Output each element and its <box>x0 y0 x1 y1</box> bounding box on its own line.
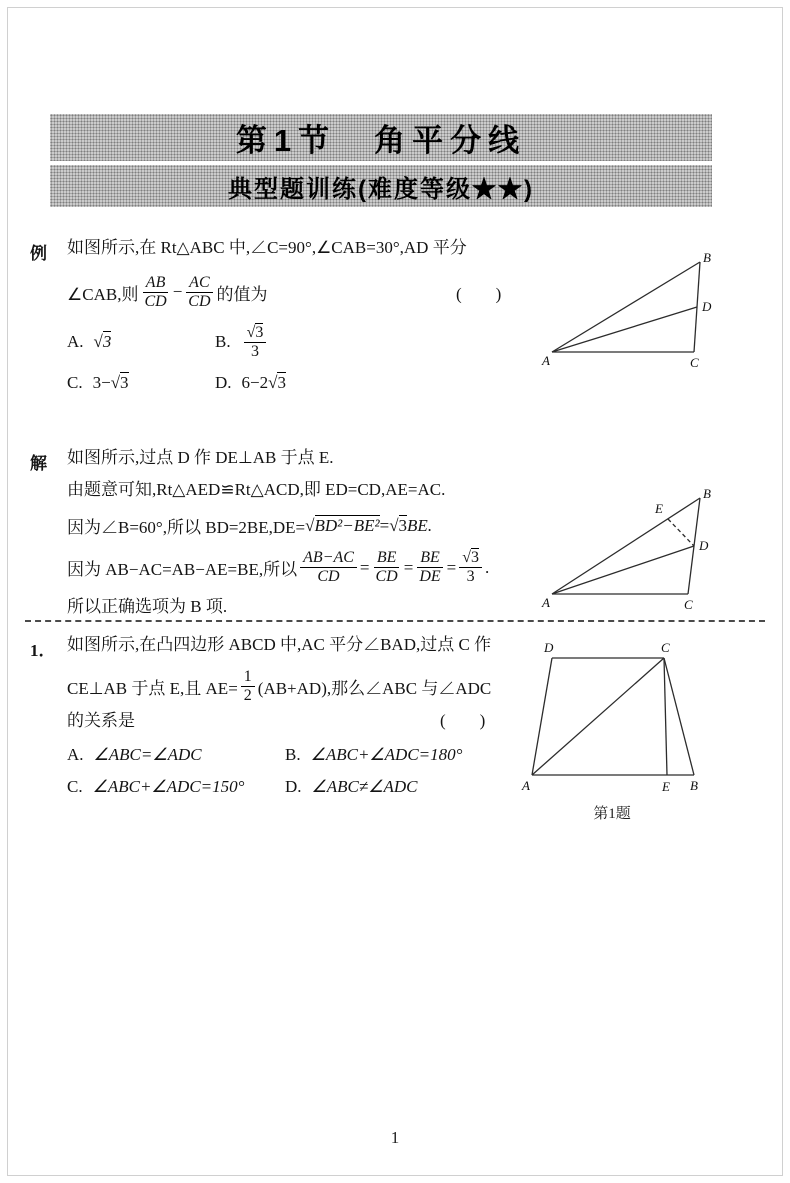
section-divider <box>25 620 765 622</box>
point-label-e: E <box>662 779 670 794</box>
point-label-c: C <box>690 355 699 369</box>
solution-content <box>67 448 550 617</box>
sqrt-3-icon <box>247 323 264 341</box>
example-line2-pre: ∠CAB,则 <box>67 284 139 304</box>
fraction-1-2 <box>241 668 255 706</box>
solution-block <box>30 448 550 629</box>
problem-1-options-row2 <box>67 776 530 798</box>
example-option-d-label: D. <box>215 373 232 393</box>
fraction-abac-cd <box>300 549 357 587</box>
example-options-row2 <box>67 372 550 394</box>
problem-1-line1: 如图所示,在凸四边形 ABCD 中,AC 平分∠BAD,过点 C 作 <box>67 635 492 654</box>
problem-1-figure <box>512 642 712 823</box>
fraction-abac-cd-num: AB−AC <box>300 549 357 568</box>
solution-line2: 由题意可知,Rt△AED≌Rt△ACD,即 ED=CD,AE=AC. <box>67 480 446 500</box>
minus-sign: − <box>172 282 183 302</box>
sqrt-3-icon <box>462 548 479 566</box>
equals-sign: = <box>359 557 370 577</box>
problem-1-option-b-label: B. <box>285 744 301 764</box>
problem-1 <box>30 635 530 808</box>
point-label-b: B <box>703 486 711 501</box>
solution-line4-pre: 因为 AB−AC=AB−AE=BE,所以 <box>67 560 298 580</box>
fraction-be-de-num: BE <box>417 549 443 568</box>
training-subtitle-banner <box>50 165 712 207</box>
problem-1-option-c-label: C. <box>67 776 83 796</box>
example-option-a <box>67 332 215 352</box>
segment-ab <box>552 262 700 352</box>
example-figure <box>540 247 718 369</box>
problem-1-option-b-text: ∠ABC+∠ADC=180° <box>310 744 463 764</box>
example-option-d <box>215 373 286 393</box>
fraction-sqrt3-3-solution-num <box>459 549 482 568</box>
segment-de-dashed <box>668 519 694 546</box>
example-option-c-label: C. <box>67 373 83 393</box>
solution-figure <box>540 482 718 610</box>
sqrt-3-option-d <box>268 373 286 393</box>
radicand: 3 <box>471 548 480 566</box>
fraction-ab-cd-den: CD <box>144 292 167 310</box>
solution-line4 <box>67 545 550 591</box>
point-label-d: D <box>702 299 712 314</box>
solution-line5: 所以正确选项为 B 项. <box>67 596 228 616</box>
fraction-ac-cd-num: AC <box>186 274 212 293</box>
solution-figure-svg <box>540 482 718 610</box>
fraction-ab-cd-num: AB <box>143 274 169 293</box>
example-line2-post: 的值为 <box>216 284 268 304</box>
fraction-1-2-den: 2 <box>243 686 252 704</box>
problem-1-number: 1． <box>30 641 56 660</box>
section-title-banner <box>50 114 712 161</box>
point-label-a: A <box>522 778 530 793</box>
point-label-e: E <box>655 501 663 516</box>
radicand: 3 <box>277 373 286 393</box>
problem-1-option-b <box>285 745 462 765</box>
problem-1-line2-pre: CE⊥AB 于点 E,且 AE= <box>67 678 238 698</box>
point-label-d: D <box>544 642 554 655</box>
example-problem <box>30 238 550 404</box>
solution-line3 <box>67 513 550 539</box>
example-option-c <box>67 373 215 393</box>
example-line1: 如图所示,在 Rt△ABC 中,∠C=90°,∠CAB=30°,AD 平分 <box>67 238 467 257</box>
solution-line3-pre: 因为∠B=60°,所以 BD=2BE,DE= <box>67 518 306 538</box>
equals-sign: = <box>403 557 414 577</box>
segment-cb <box>664 658 694 775</box>
fraction-sqrt3-3 <box>244 324 267 362</box>
equals-sign: = <box>379 515 390 535</box>
radicand: BD²−BE² <box>314 515 380 535</box>
sqrt-3-option-a <box>94 332 112 352</box>
problem-1-option-c-text: ∠ABC+∠ADC=150° <box>92 776 245 796</box>
fraction-sqrt3-3-den: 3 <box>250 342 259 360</box>
problem-1-option-a-label: A. <box>67 744 84 764</box>
example-option-a-label: A. <box>67 332 84 352</box>
point-label-c: C <box>661 642 670 655</box>
sqrt-bd2-be2 <box>305 516 379 536</box>
fraction-sqrt3-3-num <box>244 324 267 343</box>
fraction-ac-cd <box>185 274 213 312</box>
problem-1-option-a-text: ∠ABC=∠ADC <box>93 744 202 764</box>
segment-ad <box>552 307 697 352</box>
radicand: 3 <box>102 332 112 352</box>
fraction-1-2-num: 1 <box>241 668 255 687</box>
point-label-c: C <box>684 597 693 610</box>
problem-1-line3 <box>67 711 530 731</box>
radicand: 3 <box>120 373 129 393</box>
point-label-a: A <box>542 595 550 610</box>
segment-ad <box>552 546 694 594</box>
problem-1-line3-text: 的关系是 <box>67 711 135 731</box>
problem-1-content <box>67 635 530 798</box>
problem-1-answer-blank: ( ) <box>440 711 486 731</box>
problem-1-figure-svg <box>512 642 712 794</box>
radicand: 3 <box>398 515 408 535</box>
fraction-sqrt3-3-solution <box>459 549 482 587</box>
segment-ad <box>532 658 552 775</box>
problem-1-option-d-text: ∠ABC≠∠ADC <box>311 776 418 796</box>
example-figure-svg <box>540 247 718 369</box>
fraction-be-cd-den: CD <box>375 568 398 586</box>
fraction-ab-cd <box>141 274 169 312</box>
example-option-b-label: B. <box>215 332 231 352</box>
solution-label: 解 <box>30 454 47 473</box>
example-content <box>67 238 550 394</box>
problem-1-option-c <box>67 777 285 797</box>
example-label: 例 <box>30 244 47 263</box>
solution-line1: 如图所示,过点 D 作 DE⊥AB 于点 E. <box>67 448 334 467</box>
solution-line3-post: BE. <box>407 515 433 535</box>
solution-line4-period: . <box>485 557 490 577</box>
problem-1-line2-post: (AB+AD),那么∠ABC 与∠ADC <box>257 678 492 698</box>
problem-1-line2 <box>67 667 530 705</box>
equals-sign: = <box>446 557 457 577</box>
point-label-b: B <box>703 250 711 265</box>
fraction-be-cd-num: BE <box>374 549 400 568</box>
problem-1-option-d <box>285 777 417 797</box>
sqrt-3-option-c <box>111 373 129 393</box>
fraction-be-cd <box>372 549 400 587</box>
problem-1-options-row1 <box>67 744 530 766</box>
point-label-d: D <box>699 538 709 553</box>
problem-1-option-d-label: D. <box>285 776 302 796</box>
segment-ab <box>552 498 700 594</box>
fraction-sqrt3-3-solution-den: 3 <box>466 568 475 586</box>
example-line2 <box>67 270 550 314</box>
sqrt-3-solution <box>389 516 407 536</box>
fraction-be-de <box>416 549 443 587</box>
fraction-abac-cd-den: CD <box>317 568 340 586</box>
example-options-row1 <box>67 322 550 362</box>
page-number: 1 <box>390 1128 400 1147</box>
example-option-c-pre: 3− <box>92 373 111 393</box>
problem-1-figure-caption: 第1题 <box>593 806 631 822</box>
point-label-a: A <box>542 353 550 368</box>
point-label-b: B <box>690 778 698 793</box>
problem-1-option-a <box>67 745 285 765</box>
segment-ac-diagonal <box>532 658 664 775</box>
fraction-ac-cd-den: CD <box>188 292 211 310</box>
example-answer-blank: ( ) <box>456 284 502 304</box>
radicand: 3 <box>255 323 264 341</box>
training-subtitle: 典型题训练(难度等级★★) <box>228 175 534 203</box>
section-title: 第1节 角平分线 <box>235 123 527 158</box>
example-option-d-pre: 6−2 <box>241 373 269 393</box>
segment-ce <box>664 658 667 775</box>
fraction-be-de-den: DE <box>419 568 441 586</box>
example-option-b <box>215 324 269 362</box>
